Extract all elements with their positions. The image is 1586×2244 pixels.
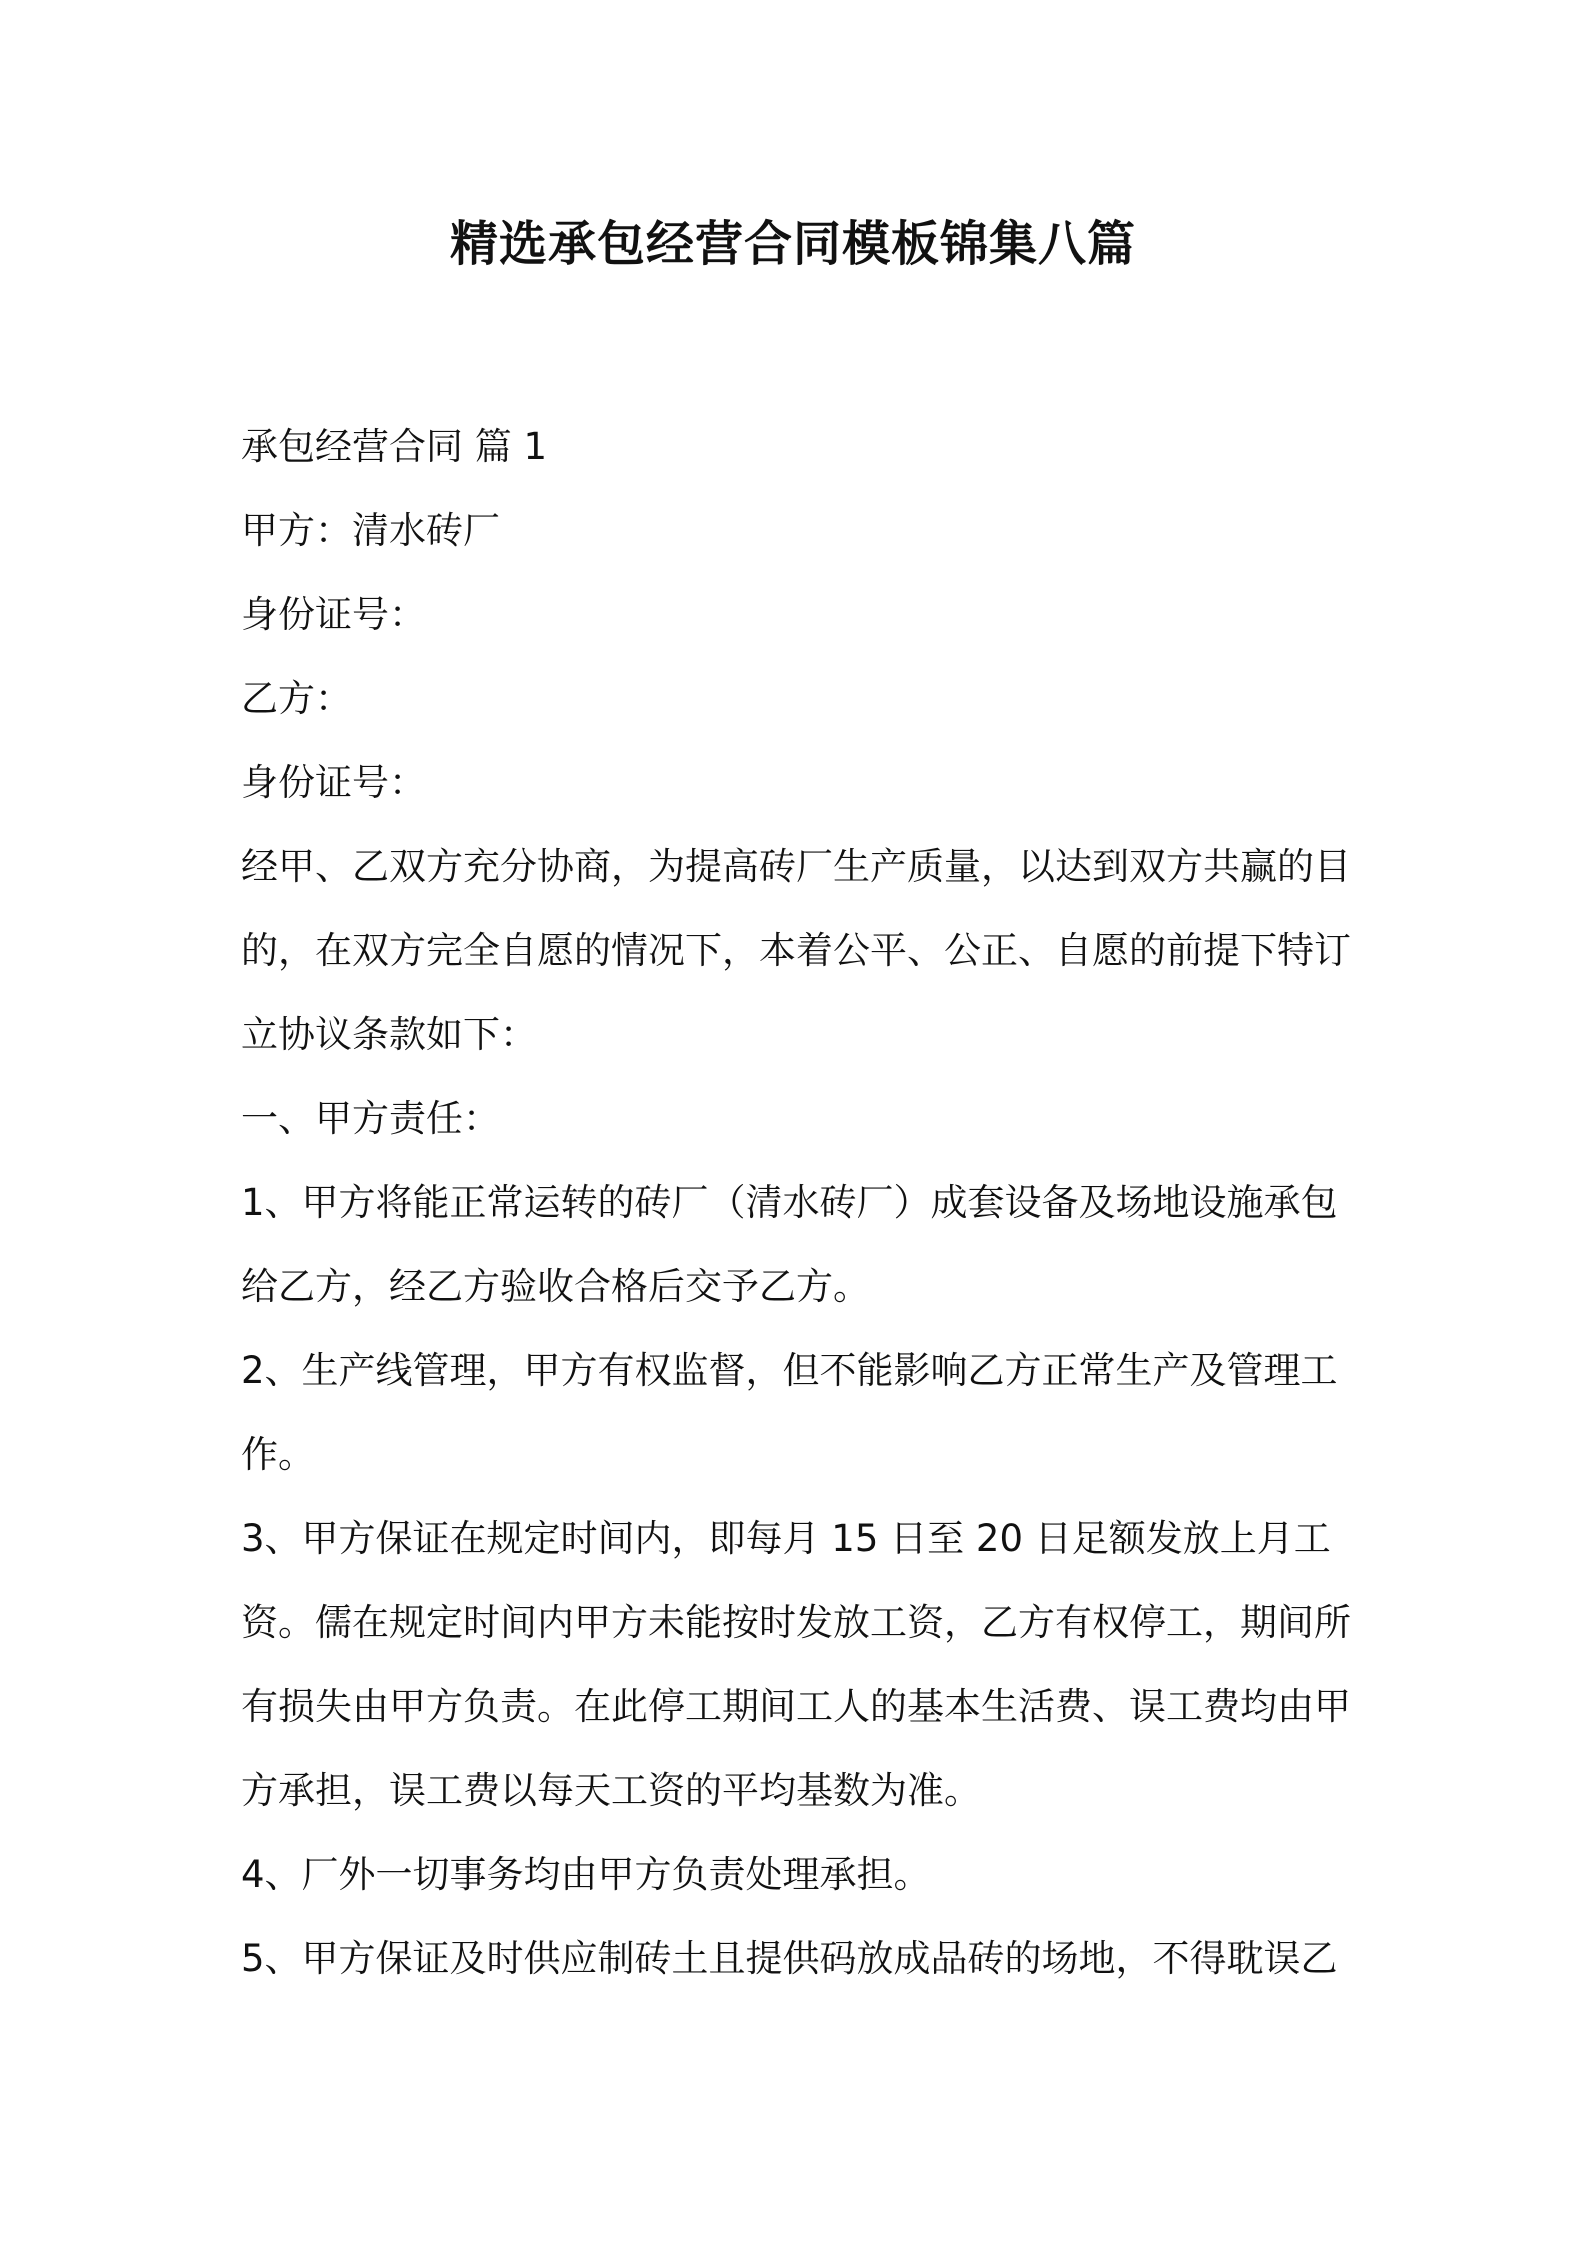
preamble-paragraph: 经甲、乙双方充分协商，为提高砖厂生产质量，以达到双方共赢的目的，在双方完全自愿的情况下，本着公平、公正、自愿的前提下特订立协议条款如下：: [241, 845, 1351, 1056]
section-heading: 承包经营合同 篇 1: [241, 425, 548, 468]
clause-item: 4、厂外一切事务均由甲方负责处理承担。: [241, 1853, 931, 1896]
party-b-line: 乙方：: [241, 677, 352, 720]
party-a-line: 甲方：清水砖厂: [241, 509, 500, 552]
clause-item: 3、甲方保证在规定时间内，即每月 15 日至 20 日足额发放上月工资。儒在规定时间内甲方未能按时发放工资，乙方有权停工，期间所有损失由甲方负责。在此停工期间工人的基本生活费、误工费均由甲方承担，误工费以每天工资的平均基数为准。: [241, 1517, 1351, 1812]
clause-item: 1、甲方将能正常运转的砖厂（清水砖厂）成套设备及场地设施承包给乙方，经乙方验收合格后交予乙方。: [241, 1181, 1338, 1308]
clause-heading: 一、甲方责任：: [241, 1097, 500, 1140]
document-title: 精选承包经营合同模板锦集八篇: [449, 216, 1136, 272]
party-b-id-line: 身份证号：: [241, 761, 426, 804]
document-body: [241, 405, 1363, 2001]
party-a-id-line: 身份证号：: [241, 593, 426, 636]
clause-item: 2、生产线管理，甲方有权监督，但不能影响乙方正常生产及管理工作。: [241, 1349, 1338, 1476]
clause-item: 5、甲方保证及时供应制砖土且提供码放成品砖的场地，不得耽误乙: [241, 1937, 1338, 1980]
